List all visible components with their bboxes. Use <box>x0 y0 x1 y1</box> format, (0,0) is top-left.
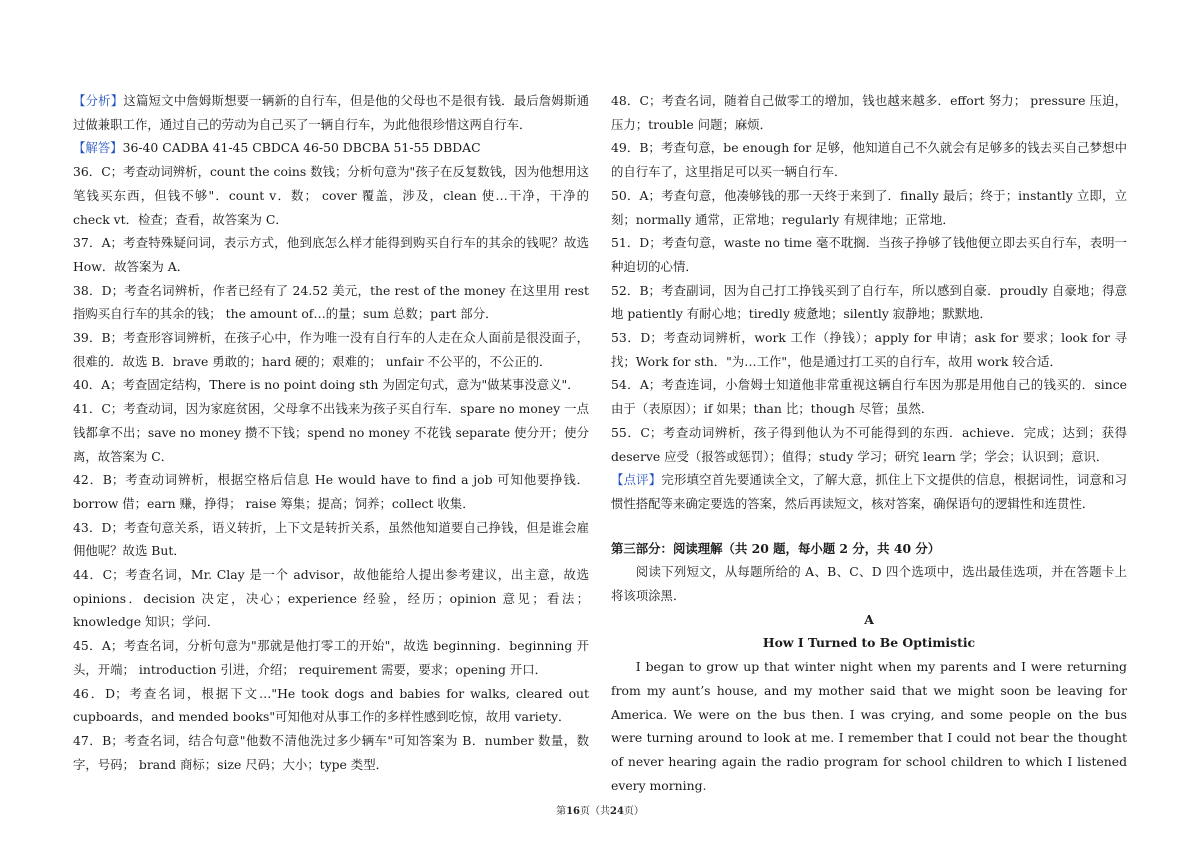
item-51: 51．D；考查句意，waste no time 毫不耽搁．当孩子挣够了钱他便立即去买自行车，表明一种迫切的心情． <box>611 235 1127 274</box>
page-footer <box>0 802 1200 817</box>
item-43: 43．D；考查句意关系，语义转折，上下文是转折关系，虽然他知道要自己挣钱，但是谁会雇佣他呢？故选 But． <box>73 519 589 559</box>
item-50: 50．A；考查句意，他凑够钱的那一天终于来到了．finally 最后；终于；instantly 立即，立刻；normally 通常，正常地；regularly 有规律地；正常地． <box>611 187 1127 227</box>
footer-suffix: 页） <box>623 806 644 817</box>
item-53: 53．D；考查动词辨析，work 工作（挣钱）；apply for 申请；ask for 要求；look for 寻找；Work for sth．"为…工作"，他是通过打工买的自行车，故用 work 较合适． <box>611 330 1127 369</box>
answer-tag: 【解答】 <box>73 140 123 156</box>
comment-paragraph <box>611 468 1127 515</box>
item-44: 44．C；考查名词，Mr. Clay 是一个 advisor，故他能给人提出参考建议，出主意，故选opinions．decision 决定，决心；experience 经验，经历；opinion 意见；看法；knowledge 知识；学问． <box>73 567 589 630</box>
item-41: 41．C；考查动词，因为家庭贫困，父母拿不出钱来为孩子买自行车．spare no money 一点钱都拿不出；save no money 攒不下钱；spend no money 不花钱 separate 使分开；使分离，故答案为 C． <box>73 401 589 464</box>
section-gap <box>611 516 1127 537</box>
footer-page-number: 16 <box>566 806 580 817</box>
passage-title: How I Turned to Be Optimistic <box>762 635 976 651</box>
item-40: 40．A；考查固定结构，There is no point doing sth 为固定句式，意为"做某事没意义"． <box>73 377 580 393</box>
item-45: 45．A；考查名词，分析句意为"那就是他打零工的开始"，故选 beginning．beginning 开头，开端； introduction 引进，介绍； requirement 需要，要求；opening 开口． <box>73 638 589 677</box>
item-55: 55．C；考查动词辨析，孩子得到他认为不可能得到的东西．achieve．完成；达到；获得 deserve 应受（报答或惩罚）；值得；study 学习；研究 learn 学；学会；认识到；意识． <box>611 424 1127 464</box>
item-37: 37．A；考查特殊疑问词，表示方式，他到底怎么样才能得到购买自行车的其余的钱呢？故选How．故答案为 A． <box>73 235 589 274</box>
item-52: 52．B；考查副词，因为自己打工挣钱买到了自行车，所以感到自豪．proudly 自豪地；得意地 patiently 有耐心地；tiredly 疲惫地；silently 寂静地；默默地． <box>611 282 1127 322</box>
left-column <box>73 89 589 776</box>
analysis-tag: 【分析】 <box>73 93 124 108</box>
item-36: 36．C；考查动词辨析，count the coins 数钱；分析句意为"孩子在反复数钱，因为他想用这笔钱买东西，但钱不够"．count v．数； cover 覆盖，涉及，clean 使…干净，干净的 check vt．检查；查看，故答案为 C． <box>73 164 589 227</box>
passage-letter: A <box>864 611 874 627</box>
footer-total-pages: 24 <box>610 806 624 817</box>
item-38: 38．D；考查名词辨析，作者已经有了 24.52 美元，the rest of the money 在这里用 rest 指购买自行车的其余的钱； the amount of…的量；sum 总数；part 部分． <box>73 282 589 322</box>
item-42: 42．B；考查动词辨析，根据空格后信息 He would have to find a job 可知他要挣钱．borrow 借；earn 赚，挣得； raise 筹集；提高；饲养；collect 收集． <box>73 472 589 511</box>
section-instruction: 阅读下列短文，从每题所给的 A、B、C、D 四个选项中，选出最佳选项，并在答题卡上将该项涂黑． <box>611 564 1127 604</box>
analysis-text: 这篇短文中詹姆斯想要一辆新的自行车，但是他的父母也不是很有钱．最后詹姆斯通过做兼职工作，通过自己的劳动为自己买了一辆自行车，为此他很珍惜这两自行车． <box>73 93 590 132</box>
comment-tag: 【点评】 <box>611 472 662 488</box>
answer-paragraph <box>73 136 589 160</box>
item-39: 39．B；考查形容词辨析，在孩子心中，作为唯一没有自行车的人走在众人面前是很没面子，很难的．故选 B．brave 勇敢的；hard 硬的；艰难的； unfair 不公平的，不公正的． <box>73 330 589 369</box>
footer-middle: 页（共 <box>580 806 610 817</box>
section-heading: 第三部分：阅读理解（共 20 题，每小题 2 分，共 40 分） <box>611 540 941 556</box>
analysis-paragraph <box>73 89 589 136</box>
footer-prefix: 第 <box>556 806 567 817</box>
answer-key: 36-40 CADBA 41-45 CBDCA 46-50 DBCBA 51-55 DBDAC <box>122 140 481 156</box>
right-column <box>611 89 1127 797</box>
item-48: 48．C；考查名词，随着自己做零工的增加，钱也越来越多．effort 努力； pressure 压迫，压力；trouble 问题；麻烦． <box>611 93 1127 132</box>
comment-text: 完形填空首先要通读全文，了解大意，抓住上下文提供的信息，根据词性，词意和习惯性搭配等来确定要选的答案，然后再读短文，核对答案，确保语句的逻辑性和连贯性． <box>611 472 1128 511</box>
item-46: 46．D；考查名词，根据下文…"He took dogs and babies for walks, cleared out cupboards，and mended books"可知他对从事工作的多样性感到吃惊，故用 variety． <box>73 685 589 725</box>
item-54: 54．A；考查连词，小詹姆士知道他非常重视这辆自行车因为那是用他自己的钱买的．since 由于（表原因）；if 如果；than 比；though 尽管；虽然． <box>611 377 1127 417</box>
item-47: 47．B；考查名词，结合句意"他数不清他洗过多少辆车"可知答案为 B．number 数量，数字，号码； brand 商标；size 尺码；大小；type 类型． <box>73 732 589 772</box>
passage-text: I began to grow up that winter night when my parents and I were returning from my aunt’s house, and my mother said that we might soon be leaving for America. We were on the bus then. I was crying, and some people on the bus were turning around to look at me. I remember that I could not bear the thought of never hearing again the radio program for school children to which I listened every morning. <box>611 659 1127 793</box>
item-49: 49．B；考查句意，be enough for 足够，他知道自己不久就会有足够多的钱去买自己梦想中的自行车了，这里指足可以买一辆自行车． <box>611 140 1127 180</box>
